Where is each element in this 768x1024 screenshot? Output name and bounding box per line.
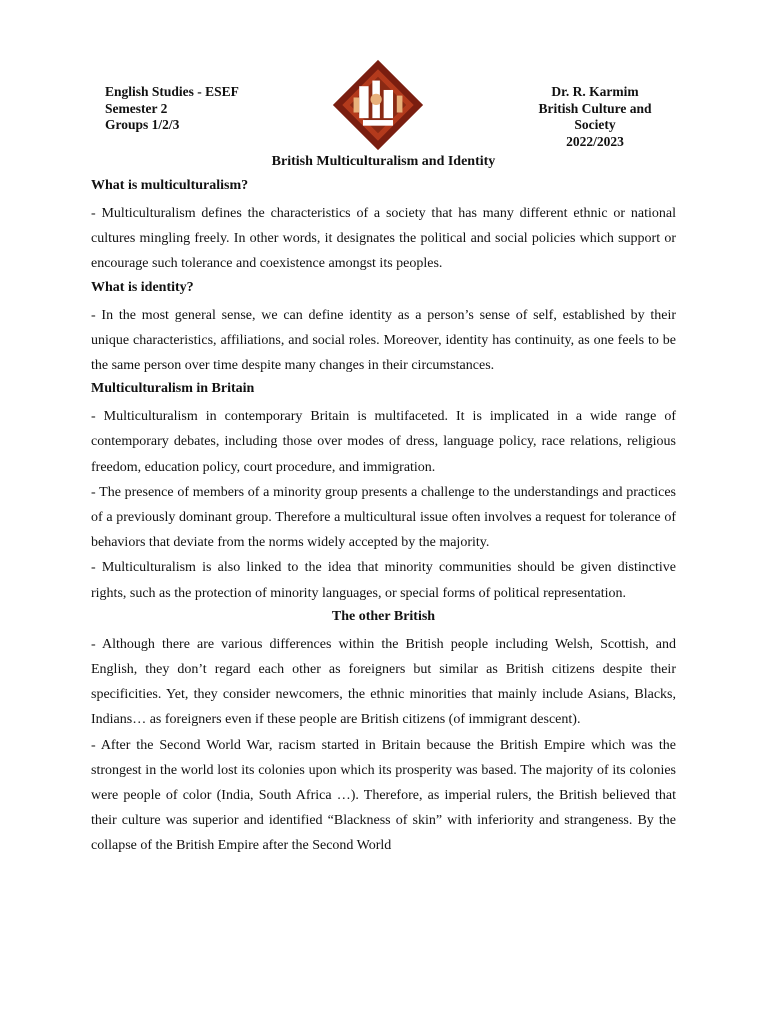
heading-multiculturalism-in-britain: Multiculturalism in Britain bbox=[91, 381, 255, 397]
paragraph: - After the Second World War, racism started in Britain because the British Empire which was the strongest in the world lost its colonies upon which its prosperity was based. The majority of its colonies were people of color (India, South Africa …). Therefore, as imperial rulers, the British believed that their culture was superior and identified “Blackness of skin” with inferiority and strangeness. By the collapse of the British Empire after the Second World bbox=[91, 737, 676, 854]
paragraph: - Multiculturalism in contemporary Britain is multifaceted. It is implicated in a wide range of contemporary debates, including those over modes of dress, language policy, race relations, religious freedom, education policy, court procedure, and immigration. bbox=[91, 409, 676, 475]
course-semester: Semester 2 bbox=[105, 100, 168, 116]
paragraph: - The presence of members of a minority group presents a challenge to the understandings and practices of a previously dominant group. Therefore a multicultural issue often involves a request for tolerance of behaviors that deviate from the norms widely accepted by the majority. bbox=[91, 484, 676, 551]
document-body bbox=[91, 152, 676, 859]
course-name-line1: British Culture and bbox=[538, 100, 652, 116]
course-name-line2: Society bbox=[574, 117, 616, 132]
paragraph: - Multiculturalism defines the characteristics of a society that has many different ethnic or national cultures mingling freely. In other words, it designates the political and social policies which support or encourage such tolerance and coexistence amongst its peoples. bbox=[91, 206, 676, 272]
document-title: British Multiculturalism and Identity bbox=[271, 154, 496, 169]
document-header bbox=[105, 84, 665, 156]
heading-what-is-multiculturalism: What is multiculturalism? bbox=[91, 178, 249, 193]
paragraph: - Although there are various differences within the British people including Welsh, Scottish, and English, they don’t regard each other as foreigners but similar as British citizens despite their specificities. Yet, they consider newcomers, the ethnic minorities that mainly include Asians, Blacks, Indians… as foreigners even if these people are British citizens (of immigrant descent). bbox=[91, 636, 676, 728]
instructor-info bbox=[525, 84, 665, 150]
paragraph: - Multiculturalism is also linked to the idea that minority communities should be given distinctive rights, such as the protection of minority languages, or special forms of political representation. bbox=[91, 560, 676, 601]
heading-the-other-british: The other British bbox=[331, 608, 436, 624]
university-emblem-logo bbox=[331, 58, 425, 152]
course-program: English Studies - ESEF bbox=[105, 84, 239, 99]
academic-year: 2022/2023 bbox=[566, 133, 624, 149]
paragraph: - In the most general sense, we can define identity as a person’s sense of self, established by their unique characteristics, affiliations, and social roles. Moreover, identity has continuity, as one feels to be the same person over time despite many changes in their circumstances. bbox=[91, 307, 676, 374]
course-info bbox=[105, 84, 239, 134]
course-groups: Groups 1/2/3 bbox=[105, 117, 180, 132]
heading-what-is-identity: What is identity? bbox=[91, 279, 194, 295]
instructor-name: Dr. R. Karmim bbox=[551, 84, 639, 99]
